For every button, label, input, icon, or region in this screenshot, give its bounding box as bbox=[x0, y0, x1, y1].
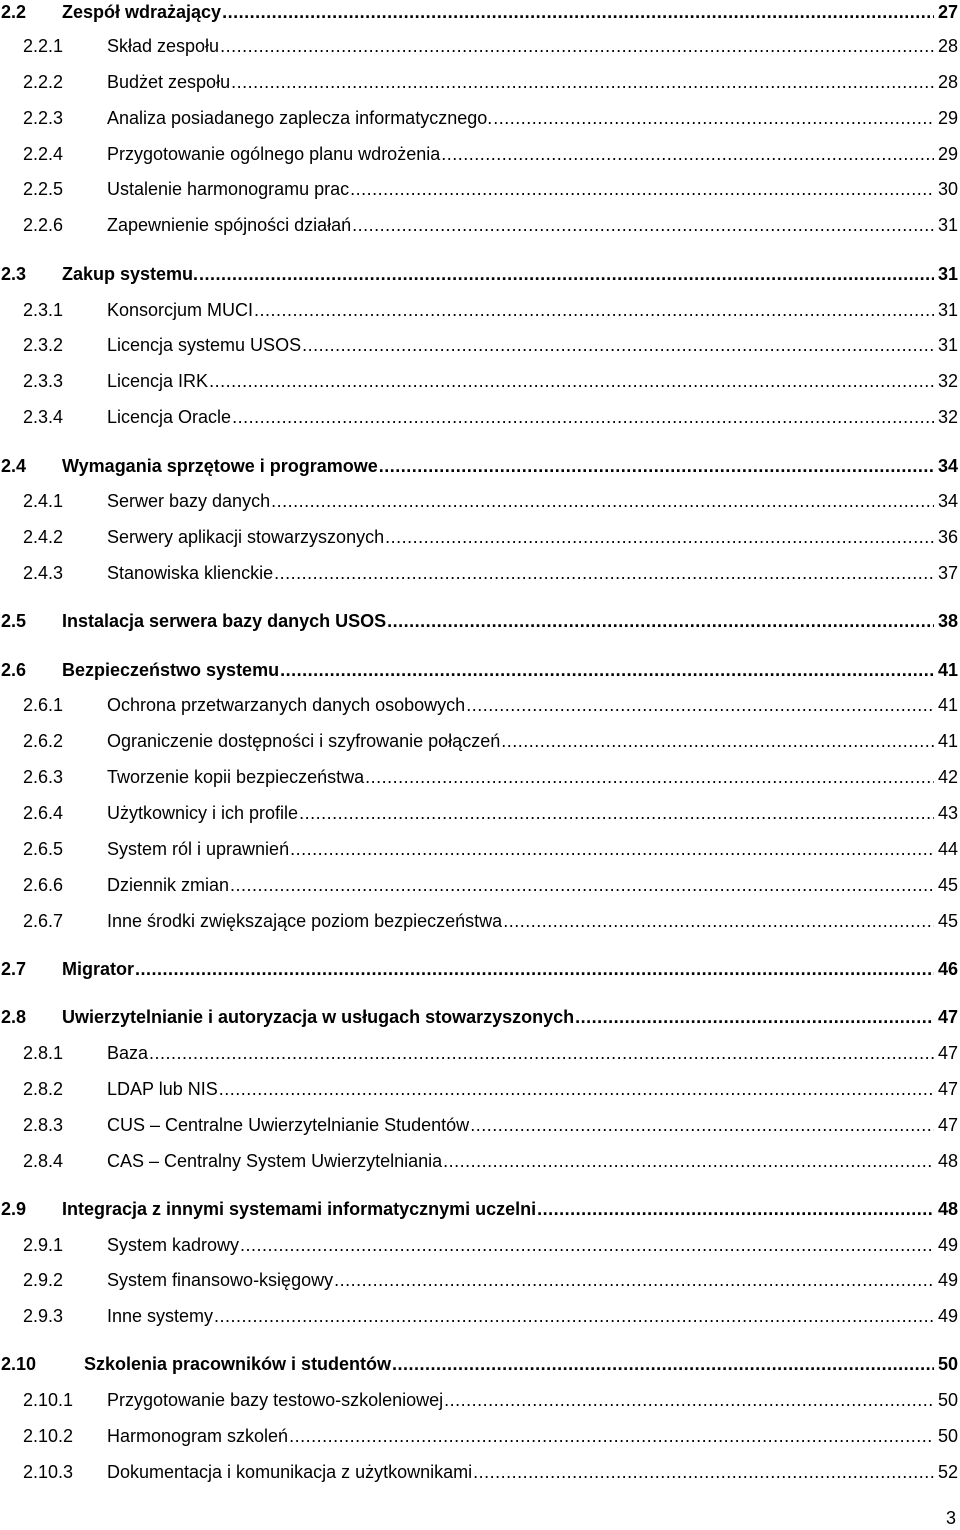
toc-entry-number: 2.2.2 bbox=[23, 72, 64, 92]
toc-entry-page: 31 bbox=[937, 335, 958, 355]
toc-entry[interactable] bbox=[0, 1193, 958, 1219]
toc-entry-page: 32 bbox=[937, 371, 958, 391]
toc-entry-title: Stanowiska klienckie bbox=[107, 563, 274, 583]
toc-entry-title: Serwery aplikacji stowarzyszonych bbox=[107, 527, 385, 547]
toc-entry[interactable] bbox=[0, 761, 958, 787]
toc-entry[interactable] bbox=[0, 1456, 958, 1482]
toc-entry[interactable] bbox=[0, 485, 958, 511]
toc-dot-leader bbox=[385, 527, 934, 547]
toc-entry[interactable] bbox=[0, 209, 958, 235]
toc-entry-number: 2.9.2 bbox=[23, 1270, 64, 1290]
toc-entry[interactable] bbox=[0, 869, 958, 895]
toc-dot-leader bbox=[209, 371, 934, 391]
toc-entry-page: 42 bbox=[937, 767, 958, 787]
toc-entry-title: Dziennik zmian bbox=[107, 875, 230, 895]
toc-entry-number: 2.2 bbox=[1, 2, 27, 22]
toc-dot-leader bbox=[379, 456, 934, 476]
toc-entry-page: 48 bbox=[937, 1151, 958, 1171]
toc-entry-page: 27 bbox=[937, 2, 958, 22]
toc-entry[interactable] bbox=[0, 1145, 958, 1171]
toc-entry-title: Ustalenie harmonogramu prac bbox=[107, 179, 350, 199]
toc-entry-title: System kadrowy bbox=[107, 1235, 240, 1255]
toc-entry-page: 34 bbox=[937, 491, 958, 511]
toc-entry-title: Zapewnienie spójności działań bbox=[107, 215, 352, 235]
toc-entry-number: 2.6.6 bbox=[23, 875, 64, 895]
toc-entry-number: 2.5 bbox=[1, 611, 27, 631]
toc-entry[interactable] bbox=[0, 173, 958, 199]
toc-entry-number: 2.6.2 bbox=[23, 731, 64, 751]
toc-entry-title: Budżet zespołu bbox=[107, 72, 231, 92]
toc-entry-number: 2.10.1 bbox=[23, 1390, 74, 1410]
toc-entry[interactable] bbox=[0, 1300, 958, 1326]
toc-dot-leader bbox=[441, 144, 934, 164]
toc-entry-title: System ról i uprawnień bbox=[107, 839, 290, 859]
toc-entry-number: 2.4 bbox=[1, 456, 27, 476]
toc-entry[interactable] bbox=[0, 953, 958, 979]
toc-dot-leader bbox=[444, 1390, 934, 1410]
toc-entry[interactable] bbox=[0, 654, 958, 680]
toc-dot-leader bbox=[334, 1270, 934, 1290]
toc-entry-page: 47 bbox=[937, 1007, 958, 1027]
toc-dot-leader bbox=[231, 72, 934, 92]
toc-entry-number: 2.3.4 bbox=[23, 407, 64, 427]
toc-entry[interactable] bbox=[0, 1348, 958, 1374]
toc-entry-number: 2.3.1 bbox=[23, 300, 64, 320]
toc-entry-number: 2.2.6 bbox=[23, 215, 64, 235]
toc-entry-page: 31 bbox=[937, 215, 958, 235]
toc-entry-number: 2.9.3 bbox=[23, 1306, 64, 1326]
toc-dot-leader bbox=[302, 335, 934, 355]
toc-entry-number: 2.2.3 bbox=[23, 108, 64, 128]
toc-dot-leader bbox=[214, 1306, 934, 1326]
toc-entry[interactable] bbox=[0, 138, 958, 164]
toc-entry-title: Dokumentacja i komunikacja z użytkownikami bbox=[107, 1462, 473, 1482]
toc-dot-leader bbox=[299, 803, 934, 823]
toc-entry[interactable] bbox=[0, 1001, 958, 1027]
toc-dot-leader bbox=[271, 491, 934, 511]
toc-entry-title: Bezpieczeństwo systemu bbox=[62, 660, 280, 680]
toc-entry[interactable] bbox=[0, 329, 958, 355]
toc-entry-title: Inne środki zwiększające poziom bezpieczeństwa bbox=[107, 911, 503, 931]
toc-entry-title: Licencja systemu USOS bbox=[107, 335, 302, 355]
toc-entry-page: 41 bbox=[937, 731, 958, 751]
toc-entry-title: Licencja IRK bbox=[107, 371, 209, 391]
toc-entry[interactable] bbox=[0, 725, 958, 751]
toc-entry-number: 2.3 bbox=[1, 264, 27, 284]
toc-dot-leader bbox=[466, 695, 934, 715]
toc-entry-page: 45 bbox=[937, 875, 958, 895]
toc-entry-number: 2.6.7 bbox=[23, 911, 64, 931]
toc-entry-number: 2.6.5 bbox=[23, 839, 64, 859]
toc-dot-leader bbox=[365, 767, 934, 787]
toc-entry-page: 46 bbox=[937, 959, 958, 979]
toc-entry[interactable] bbox=[0, 1420, 958, 1446]
toc-entry-number: 2.8.4 bbox=[23, 1151, 64, 1171]
toc-entry[interactable] bbox=[0, 1384, 958, 1410]
toc-entry-page: 43 bbox=[937, 803, 958, 823]
toc-entry-title: CAS – Centralny System Uwierzytelniania bbox=[107, 1151, 443, 1171]
toc-entry-title: Przygotowanie bazy testowo-szkoleniowej bbox=[107, 1390, 444, 1410]
toc-dot-leader bbox=[149, 1043, 934, 1063]
toc-entry[interactable] bbox=[0, 605, 958, 631]
toc-dot-leader bbox=[470, 1115, 934, 1135]
toc-entry-title: Inne systemy bbox=[107, 1306, 214, 1326]
toc-entry-number: 2.9 bbox=[1, 1199, 27, 1219]
toc-dot-leader bbox=[493, 108, 934, 128]
toc-entry[interactable] bbox=[0, 1073, 958, 1099]
toc-entry-number: 2.6 bbox=[1, 660, 27, 680]
toc-entry[interactable] bbox=[0, 258, 958, 284]
toc-entry-page: 41 bbox=[937, 660, 958, 680]
toc-entry[interactable] bbox=[0, 521, 958, 547]
toc-dot-leader bbox=[135, 959, 934, 979]
toc-dot-leader bbox=[199, 264, 934, 284]
toc-entry[interactable] bbox=[0, 1264, 958, 1290]
toc-entry-title: Uwierzytelnianie i autoryzacja w usługach stowarzyszonych bbox=[62, 1007, 575, 1027]
toc-entry-title: Skład zespołu bbox=[107, 36, 220, 56]
toc-entry[interactable] bbox=[0, 797, 958, 823]
toc-entry-title: Ograniczenie dostępności i szyfrowanie połączeń bbox=[107, 731, 501, 751]
toc-dot-leader bbox=[254, 300, 934, 320]
toc-dot-leader bbox=[232, 407, 934, 427]
toc-entry[interactable] bbox=[0, 905, 958, 931]
toc-entry[interactable] bbox=[0, 450, 958, 476]
toc-dot-leader bbox=[219, 1079, 934, 1099]
toc-entry-page: 41 bbox=[937, 695, 958, 715]
toc-entry-page: 48 bbox=[937, 1199, 958, 1219]
toc-dot-leader bbox=[501, 731, 934, 751]
toc-entry-title: Zakup systemu. bbox=[62, 264, 199, 284]
toc-entry-title: Ochrona przetwarzanych danych osobowych bbox=[107, 695, 466, 715]
toc-entry[interactable] bbox=[0, 30, 958, 56]
toc-entry[interactable] bbox=[0, 102, 958, 128]
toc-entry-number: 2.2.5 bbox=[23, 179, 64, 199]
toc-entry-number: 2.4.1 bbox=[23, 491, 64, 511]
toc-entry-title: Serwer bazy danych bbox=[107, 491, 271, 511]
toc-entry-number: 2.10.2 bbox=[23, 1426, 74, 1446]
toc-entry-page: 32 bbox=[937, 407, 958, 427]
toc-entry-page: 28 bbox=[937, 72, 958, 92]
toc-entry-page: 47 bbox=[937, 1043, 958, 1063]
toc-entry-number: 2.3.2 bbox=[23, 335, 64, 355]
toc-entry-page: 49 bbox=[937, 1235, 958, 1255]
toc-entry-title: Użytkownicy i ich profile bbox=[107, 803, 299, 823]
toc-dot-leader bbox=[240, 1235, 934, 1255]
toc-entry[interactable] bbox=[0, 401, 958, 427]
toc-dot-leader bbox=[290, 839, 934, 859]
toc-entry-number: 2.8.2 bbox=[23, 1079, 64, 1099]
toc-entry[interactable] bbox=[0, 1109, 958, 1135]
toc-entry-page: 37 bbox=[937, 563, 958, 583]
toc-entry-title: LDAP lub NIS bbox=[107, 1079, 218, 1099]
toc-entry-page: 50 bbox=[937, 1426, 958, 1446]
toc-entry-page: 36 bbox=[937, 527, 958, 547]
page-number: 3 bbox=[945, 1508, 956, 1528]
toc-entry-page: 52 bbox=[937, 1462, 958, 1482]
toc-entry-title: Harmonogram szkoleń bbox=[107, 1426, 289, 1446]
toc-entry-number: 2.6.1 bbox=[23, 695, 64, 715]
toc-entry-page: 47 bbox=[937, 1115, 958, 1135]
toc-entry-page: 29 bbox=[937, 144, 958, 164]
toc-dot-leader bbox=[503, 911, 934, 931]
toc-dot-leader bbox=[230, 875, 934, 895]
toc-entry[interactable] bbox=[0, 689, 958, 715]
toc-entry-number: 2.8.3 bbox=[23, 1115, 64, 1135]
toc-dot-leader bbox=[220, 36, 934, 56]
toc-entry-page: 49 bbox=[937, 1306, 958, 1326]
toc-entry-title: Licencja Oracle bbox=[107, 407, 232, 427]
toc-entry-number: 2.8 bbox=[1, 1007, 27, 1027]
toc-entry-number: 2.8.1 bbox=[23, 1043, 64, 1063]
toc-entry-title: Konsorcjum MUCI bbox=[107, 300, 254, 320]
toc-entry[interactable] bbox=[0, 365, 958, 391]
toc-entry-page: 31 bbox=[937, 300, 958, 320]
toc-entry-page: 31 bbox=[937, 264, 958, 284]
toc-entry-number: 2.9.1 bbox=[23, 1235, 64, 1255]
toc-entry-number: 2.10.3 bbox=[23, 1462, 74, 1482]
toc-entry-number: 2.4.3 bbox=[23, 563, 64, 583]
toc-dot-leader bbox=[280, 660, 934, 680]
toc-entry-number: 2.4.2 bbox=[23, 527, 64, 547]
toc-dot-leader bbox=[222, 2, 934, 22]
toc-entry-page: 50 bbox=[937, 1390, 958, 1410]
toc-entry-number: 2.2.4 bbox=[23, 144, 64, 164]
toc-entry-page: 29 bbox=[937, 108, 958, 128]
toc-entry-page: 28 bbox=[937, 36, 958, 56]
toc-dot-leader bbox=[537, 1199, 934, 1219]
toc-entry[interactable] bbox=[0, 1037, 958, 1063]
toc-entry-title: Analiza posiadanego zaplecza informatycznego. bbox=[107, 108, 493, 128]
toc-entry-page: 34 bbox=[937, 456, 958, 476]
toc-entry-number: 2.7 bbox=[1, 959, 27, 979]
toc-entry[interactable] bbox=[0, 1229, 958, 1255]
toc-dot-leader bbox=[575, 1007, 934, 1027]
toc-entry[interactable] bbox=[0, 833, 958, 859]
toc-entry-page: 49 bbox=[937, 1270, 958, 1290]
toc-entry-title: Tworzenie kopii bezpieczeństwa bbox=[107, 767, 365, 787]
toc-entry-title: Zespół wdrażający bbox=[62, 2, 222, 22]
toc-entry[interactable] bbox=[0, 0, 958, 22]
toc-entry-title: Baza bbox=[107, 1043, 149, 1063]
toc-entry-page: 50 bbox=[937, 1354, 958, 1374]
toc-entry-title: Przygotowanie ogólnego planu wdrożenia bbox=[107, 144, 441, 164]
toc-dot-leader bbox=[352, 215, 934, 235]
toc-entry-page: 38 bbox=[937, 611, 958, 631]
toc-entry-title: Szkolenia pracowników i studentów bbox=[84, 1354, 392, 1374]
toc-entry-title: Integracja z innymi systemami informatycznymi uczelni bbox=[62, 1199, 537, 1219]
toc-entry-number: 2.3.3 bbox=[23, 371, 64, 391]
toc-entry-title: Migrator bbox=[62, 959, 134, 979]
toc-entry[interactable] bbox=[0, 294, 958, 320]
toc-entry-title: Wymagania sprzętowe i programowe bbox=[62, 456, 378, 476]
toc-entry-number: 2.10 bbox=[1, 1354, 37, 1374]
toc-entry-number: 2.6.4 bbox=[23, 803, 64, 823]
toc-dot-leader bbox=[274, 563, 934, 583]
toc-dot-leader bbox=[392, 1354, 934, 1374]
toc-dot-leader bbox=[443, 1151, 934, 1171]
toc-entry-number: 2.2.1 bbox=[23, 36, 64, 56]
toc-entry-page: 30 bbox=[937, 179, 958, 199]
toc-entry-number: 2.6.3 bbox=[23, 767, 64, 787]
toc-entry-title: System finansowo-księgowy bbox=[107, 1270, 334, 1290]
toc-entry-page: 44 bbox=[937, 839, 958, 859]
toc-entry-title: Instalacja serwera bazy danych USOS bbox=[62, 611, 387, 631]
toc-entry-page: 47 bbox=[937, 1079, 958, 1099]
toc-entry[interactable] bbox=[0, 557, 958, 583]
toc-entry-page: 45 bbox=[937, 911, 958, 931]
toc-dot-leader bbox=[387, 611, 934, 631]
toc-entry-title: CUS – Centralne Uwierzytelnianie Studentów bbox=[107, 1115, 470, 1135]
toc-dot-leader bbox=[473, 1462, 934, 1482]
toc-entry[interactable] bbox=[0, 66, 958, 92]
toc-dot-leader bbox=[350, 179, 934, 199]
toc-dot-leader bbox=[289, 1426, 934, 1446]
